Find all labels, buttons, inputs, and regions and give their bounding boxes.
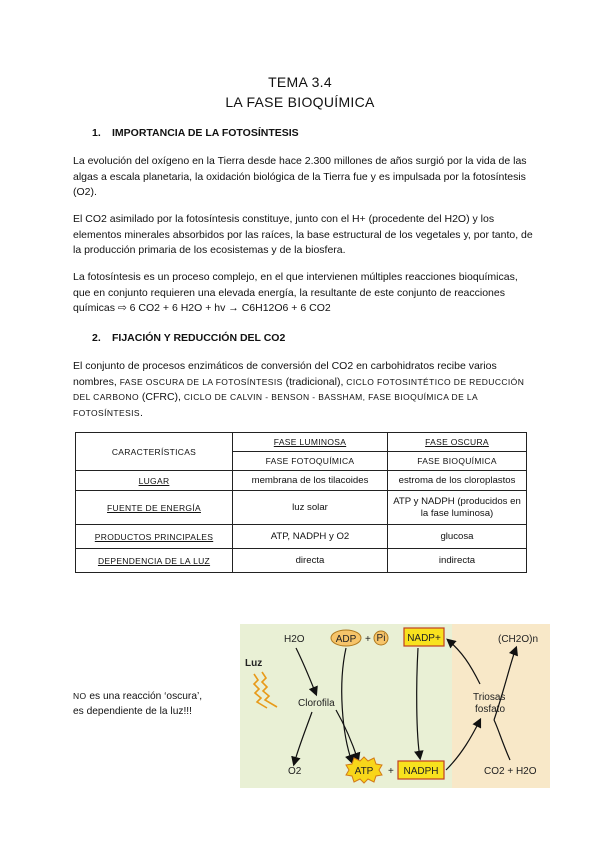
term-fase-oscura: FASE OSCURA DE LA FOTOSÍNTESIS [119,376,283,387]
section-2-title: FIJACIÓN Y REDUCCIÓN DEL CO2 [112,332,286,344]
label-ch2o: (CH2O)n [498,634,539,645]
label-plus-2: + [388,766,394,777]
note-line-1 [73,689,202,704]
term-cfrc: CICLO FOTOSINTÉTICO DE REDUCCIÓN DEL CARBONO [73,376,525,402]
col-luminosa-sub: FASE FOTOQUÍMICA [233,452,388,471]
label-adp: ADP [335,634,357,645]
page-title-line1: TEMA 3.4 [268,74,332,90]
label-luz: Luz [245,658,263,669]
label-triosas: Triosas [473,692,506,703]
note-no: NO [73,691,87,701]
photosynthesis-diagram [240,624,550,788]
table-row [76,549,527,573]
row-label: PRODUCTOS PRINCIPALES [76,525,233,549]
arrow-clorofila-atp [336,710,358,760]
label-atp: ATP [354,766,374,777]
cell-oscura: glucosa [388,525,527,549]
side-note [73,689,202,719]
paragraph-text: La evolución del oxígeno en la Tierra desde hace 2.300 millones de años surgió por la vida de las algas a escala planetaria, la oxidación biológica de la Tierra fue y es impulsada por la fotosíntesis (O2). [73,155,527,198]
section-1-number: 1. [92,127,101,139]
light-wave-2 [262,672,277,707]
label-nadp: NADP+ [407,633,441,644]
col-luminosa-title: FASE LUMINOSA [233,433,388,452]
table-row [76,471,527,491]
section-1-title: IMPORTANCIA DE LA FOTOSÍNTESIS [112,127,299,139]
paragraph-text [73,359,533,421]
term-calvin-cycle: CICLO DE CALVIN - BENSON - BASSHAM, FASE BIOQUÍMICA DE LA FOTOSÍNTESIS [73,392,478,418]
label-h2o: H2O [284,634,305,645]
label-fosfato: fosfato [475,704,506,715]
label-clorofila: Clorofila [298,698,335,709]
row-label: LUGAR [76,471,233,491]
note-line-2: es dependiente de la luz!!! [73,706,192,717]
cell-luminosa: luz solar [233,491,388,525]
paragraph-text: El CO2 asimilado por la fotosíntesis constituye, junto con el H+ (procedente del H2O) y los elementos minerales absorbidos por las raíces, la base estructural de los vegetales y, por tanto, de la producción primaria de los ecosistemas y de la biosfera. [73,213,533,256]
arrow-nadph-triosas [446,720,480,770]
table-row [76,525,527,549]
label-o2: O2 [288,766,302,777]
row-label: DEPENDENCIA DE LA LUZ [76,549,233,573]
col-oscura-title: FASE OSCURA [388,433,527,452]
cell-oscura: indirecta [388,549,527,573]
table-header-label: CARACTERÍSTICAS [76,433,233,471]
arrow-co2-triosas [494,720,510,760]
page-title-line2: LA FASE BIOQUÍMICA [225,94,375,110]
section-1-paragraph-2 [73,212,533,259]
text-run: . [140,406,143,419]
paragraph-text: La fotosíntesis es un proceso complejo, en el que intervienen múltiples reacciones bioquímicas, que en conjunto requieren una elevada energía, la resultante de este conjunto de reacciones químicas ⇨ 6 CO2 + 6 H2O + hv → C6H12O6 + 6 CO2 [73,271,518,314]
table-row [76,491,527,525]
section-2-heading [92,332,285,344]
label-pi: Pi [376,633,386,644]
section-2-number: 2. [92,332,101,344]
col-oscura-sub: FASE BIOQUÍMICA [388,452,527,471]
arrow-clorofila-o2 [294,712,312,764]
arrow-nadp-nadph [417,648,420,758]
section-1-heading [92,127,299,139]
cell-luminosa: membrana de los tilacoides [233,471,388,491]
note-text: es una reacción ‘oscura’, [86,691,203,702]
label-plus-1: + [365,634,371,645]
text-run: El conjunto de procesos enzimáticos de conversión del CO2 en carbohidratos recibe varios nombres, [73,360,497,388]
section-1-paragraph-3 [73,270,533,317]
section-1-paragraph-1 [73,154,533,201]
diagram-svg [240,624,550,788]
row-label: FUENTE DE ENERGÍA [76,491,233,525]
label-nadph: NADPH [403,766,439,777]
cell-luminosa: ATP, NADPH y O2 [233,525,388,549]
arrow-h2o-clorofila [296,648,316,694]
cell-oscura: ATP y NADPH (producidos en la fase luminosa) [388,491,527,525]
arrow-triosas-nadp [448,640,480,684]
text-run: (CFRC), [138,391,184,403]
characteristics-table [75,432,527,573]
arrow-adp-atp [342,648,352,762]
table-header-row [76,433,527,452]
label-co2-h2o: CO2 + H2O [484,766,537,777]
text-run: (tradicional), [282,375,347,388]
cell-luminosa: directa [233,549,388,573]
cell-oscura: estroma de los cloroplastos [388,471,527,491]
section-2-paragraph [73,359,533,421]
